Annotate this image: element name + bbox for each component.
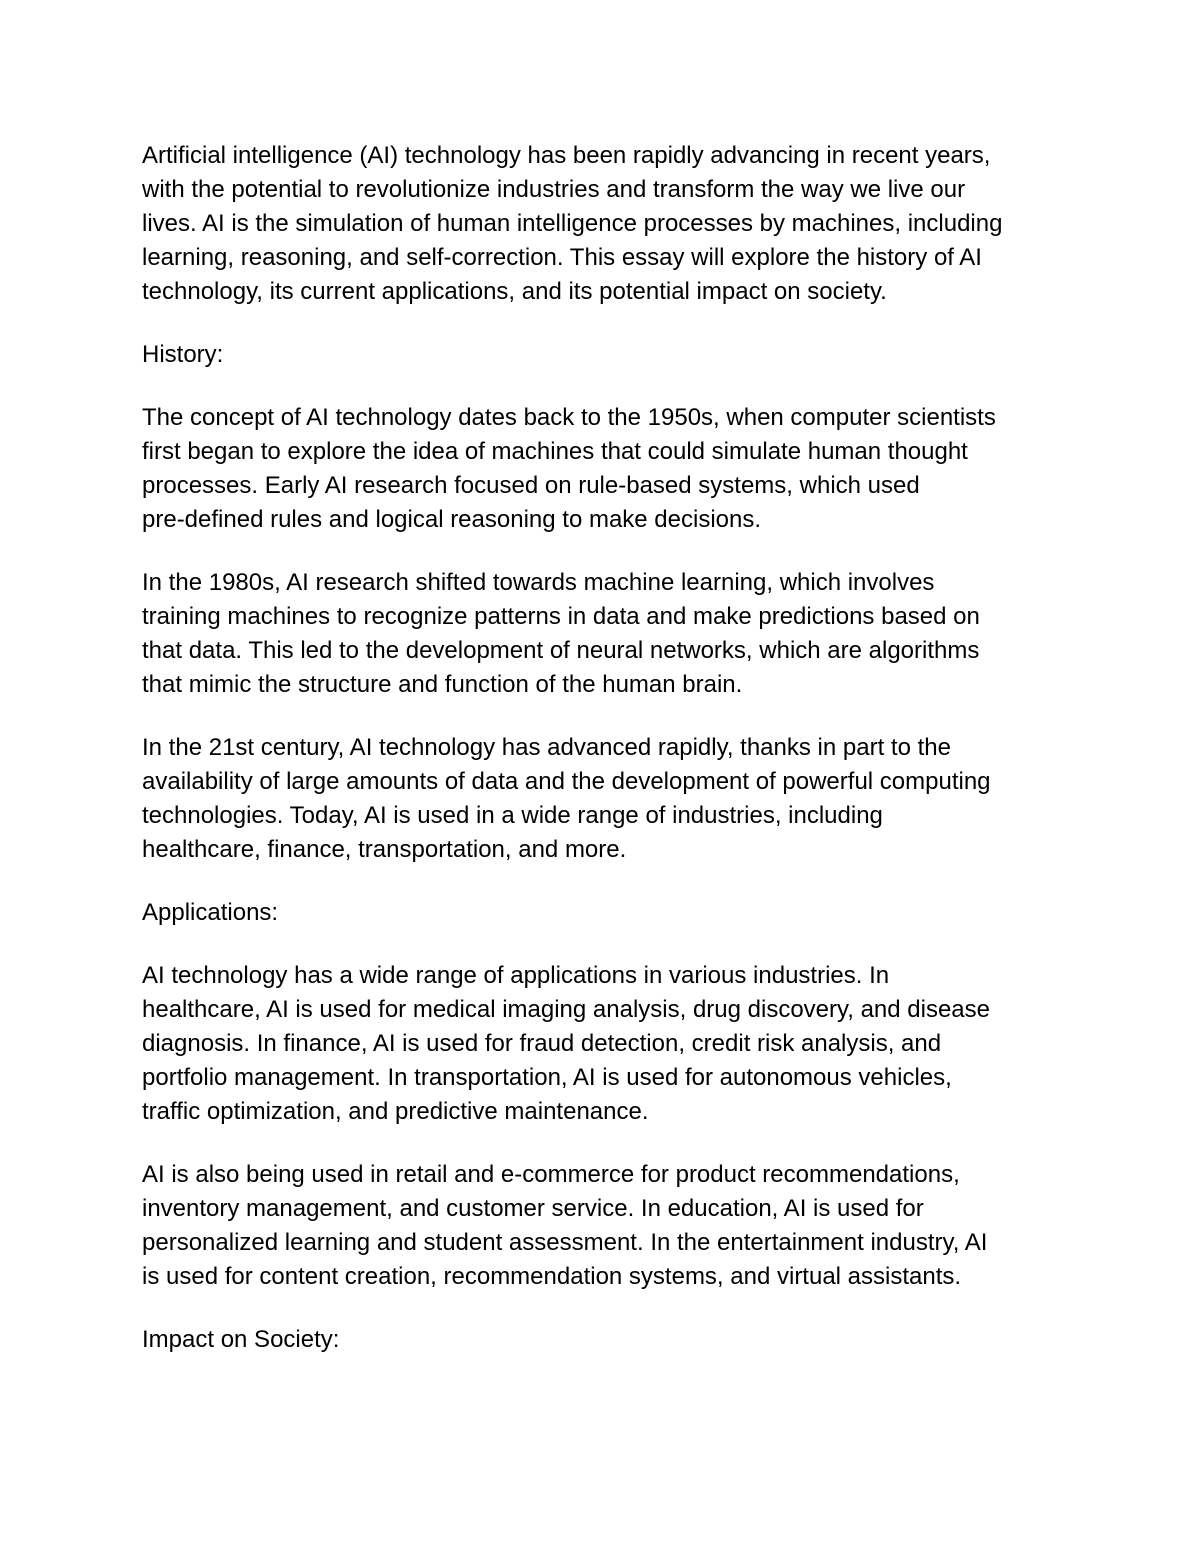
heading-text: Impact on Society: — [142, 1326, 340, 1353]
text-line: healthcare, finance, transportation, and more. — [142, 836, 627, 863]
text-line: In the 21st century, AI technology has advanced rapidly, thanks in part to the — [142, 734, 951, 761]
text-line: AI technology has a wide range of applications in various industries. In — [142, 962, 890, 989]
intro-paragraph — [142, 139, 1072, 309]
history-paragraph-1 — [142, 401, 1072, 537]
text-line: training machines to recognize patterns in data and make predictions based on — [142, 603, 980, 630]
section-heading-impact — [142, 1323, 1072, 1357]
text-line: lives. AI is the simulation of human intelligence processes by machines, including — [142, 210, 1003, 237]
text-line: The concept of AI technology dates back to the 1950s, when computer scientists — [142, 404, 996, 431]
text-line: personalized learning and student assessment. In the entertainment industry, AI — [142, 1229, 988, 1256]
heading-text: Applications: — [142, 899, 279, 926]
text-line: that data. This led to the development of neural networks, which are algorithms — [142, 637, 980, 664]
applications-paragraph-2 — [142, 1158, 1072, 1294]
text-line: portfolio management. In transportation, AI is used for autonomous vehicles, — [142, 1064, 952, 1091]
text-line: traffic optimization, and predictive maintenance. — [142, 1098, 649, 1125]
section-heading-history — [142, 338, 1072, 372]
text-line: first began to explore the idea of machines that could simulate human thought — [142, 438, 968, 465]
history-paragraph-3 — [142, 731, 1072, 867]
text-line: is used for content creation, recommendation systems, and virtual assistants. — [142, 1263, 962, 1290]
text-line: inventory management, and customer service. In education, AI is used for — [142, 1195, 924, 1222]
heading-text: History: — [142, 341, 224, 368]
text-line: AI is also being used in retail and e-commerce for product recommendations, — [142, 1161, 960, 1188]
section-heading-applications — [142, 896, 1072, 930]
text-line: technologies. Today, AI is used in a wide range of industries, including — [142, 802, 883, 829]
text-line: that mimic the structure and function of the human brain. — [142, 671, 743, 698]
applications-paragraph-1 — [142, 959, 1072, 1129]
text-line: learning, reasoning, and self-correction. This essay will explore the history of AI — [142, 244, 982, 271]
text-line: Artificial intelligence (AI) technology has been rapidly advancing in recent years, — [142, 142, 991, 169]
document-body — [142, 139, 1072, 1386]
text-line: processes. Early AI research focused on rule-based systems, which used — [142, 472, 920, 499]
text-line: pre-defined rules and logical reasoning to make decisions. — [142, 506, 762, 533]
text-line: technology, its current applications, and its potential impact on society. — [142, 278, 887, 305]
text-line: In the 1980s, AI research shifted towards machine learning, which involves — [142, 569, 935, 596]
text-line: healthcare, AI is used for medical imaging analysis, drug discovery, and disease — [142, 996, 991, 1023]
text-line: availability of large amounts of data and the development of powerful computing — [142, 768, 991, 795]
text-line: diagnosis. In finance, AI is used for fraud detection, credit risk analysis, and — [142, 1030, 942, 1057]
text-line: with the potential to revolutionize industries and transform the way we live our — [142, 176, 966, 203]
history-paragraph-2 — [142, 566, 1072, 702]
